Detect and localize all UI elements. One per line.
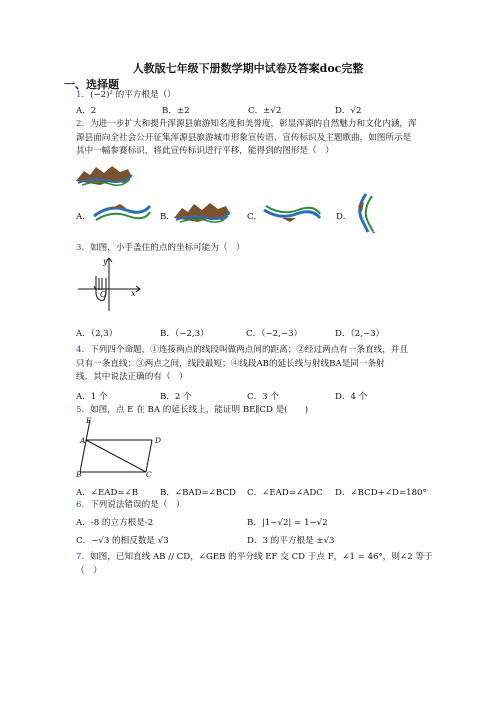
question-line: 为进一步扩大和提升浑源县旅游知名度和美誉度，彰显浑源的自然魅力和文化内涵，浑	[90, 119, 417, 129]
q3-coordinate-figure	[76, 256, 142, 314]
logo-option-b-image	[172, 200, 232, 226]
question-7	[76, 551, 433, 563]
q1-option-d: D．√2	[335, 106, 362, 116]
q6-option-d: D．3 的平方根是 ±√3	[247, 536, 335, 546]
question-5	[76, 404, 308, 416]
section-heading: 一、选择题	[64, 78, 119, 91]
q4-option-a: A．1 个	[76, 392, 108, 402]
q5-option-a: A．∠EAD=∠B	[76, 488, 139, 498]
question-3	[76, 242, 245, 254]
q4-option-b: B．2 个	[160, 392, 192, 402]
question-line: 下列四个命题，①连接两点的线段叫做两点间的距离；②经过两点有一条直线，并且	[90, 345, 409, 355]
q1-option-c: C．±√2	[248, 106, 282, 116]
q2-option-a: A．	[76, 212, 91, 222]
point-label-a: A	[80, 436, 86, 445]
q5-option-b: B．∠BAD=∠BCD	[160, 488, 236, 498]
question-line: 源县面向全社会公开征集浑源县旅游城市形象宣传语、宣传标识及主题歌曲，如图所示是	[76, 132, 412, 143]
point-label-e: E	[86, 416, 92, 425]
q4-option-d: D．4 个	[335, 392, 368, 402]
q2-option-b: B．	[160, 212, 175, 222]
question-line: 线．其中说法正确的有（ ）	[76, 372, 188, 382]
question-stem: 如图，小手盖住的点的坐标可能为（ ）	[90, 243, 245, 253]
page-title: 人教版七年级下册数学期中试卷及答案doc完整	[132, 62, 364, 75]
question-line: 只有一条直线；③两点之间，线段最短；④线段AB的延长线与射线BA是同一条射	[76, 358, 385, 369]
logo-option-c-image	[262, 200, 322, 226]
question-7-tail: （ ）	[76, 566, 102, 576]
question-number: 6．	[76, 500, 91, 510]
question-4	[76, 344, 434, 385]
y-axis-label: y	[103, 257, 108, 266]
question-number: 4．	[76, 345, 91, 355]
q1-option-a: A．2	[76, 106, 97, 116]
point-label-b: B	[76, 470, 82, 479]
q6-option-c: C．−√3 的相反数是 √3	[76, 536, 169, 546]
q6-option-a: A．-8 的立方根是-2	[76, 518, 154, 528]
q2-option-d: D．	[336, 212, 352, 222]
q1-option-b: B．±2	[162, 106, 190, 116]
question-number: 1．	[76, 90, 91, 100]
question-number: 2．	[76, 119, 91, 129]
point-label-d: D	[155, 436, 162, 445]
question-number: 7．	[76, 552, 91, 562]
q3-option-c: C．（−2,−3）	[246, 329, 303, 339]
origin-label: O	[100, 290, 107, 299]
logo-option-d-image	[352, 192, 382, 234]
x-axis-label: x	[131, 289, 136, 298]
question-line: 其中一幅参赛标识，将此宣传标识进行平移，能得到的图形是（ ）	[76, 146, 334, 156]
q5-option-d: D．∠BCD+∠D=180°	[335, 488, 427, 498]
q5-option-c: C．∠EAD=∠ADC	[247, 488, 323, 498]
q5-parallelogram-figure	[76, 418, 166, 478]
q6-option-b: B．|1−√2| = 1−√2	[247, 518, 328, 528]
question-1	[76, 89, 176, 101]
q3-option-b: B．（−2,3）	[160, 329, 209, 339]
q2-option-c: C．	[247, 212, 263, 222]
question-stem: 如图，点 E 在 BA 的延长线上，能证明 BE∥CD 是( )	[90, 405, 309, 415]
question-stem: 如图，已知直线 AB // CD，∠GEB 的平分线 EF 交 CD 于点 F，∠1 = 46°，则∠2 等于	[90, 552, 433, 562]
logo-option-a-image	[92, 200, 152, 226]
question-number: 3．	[76, 243, 91, 253]
question-number: 5．	[76, 405, 91, 415]
question-stem: 下列说法错误的是（ ）	[90, 500, 185, 510]
q3-option-d: D．（2,−3）	[335, 329, 385, 339]
q3-option-a: A．（2,3）	[76, 329, 118, 339]
question-2	[76, 118, 434, 159]
q4-option-c: C．3 个	[247, 392, 279, 402]
point-label-c: C	[146, 470, 152, 479]
question-6	[76, 499, 185, 511]
question-stem: (−2)² 的平方根是（）	[90, 90, 176, 100]
logo-reference-image	[74, 163, 134, 189]
